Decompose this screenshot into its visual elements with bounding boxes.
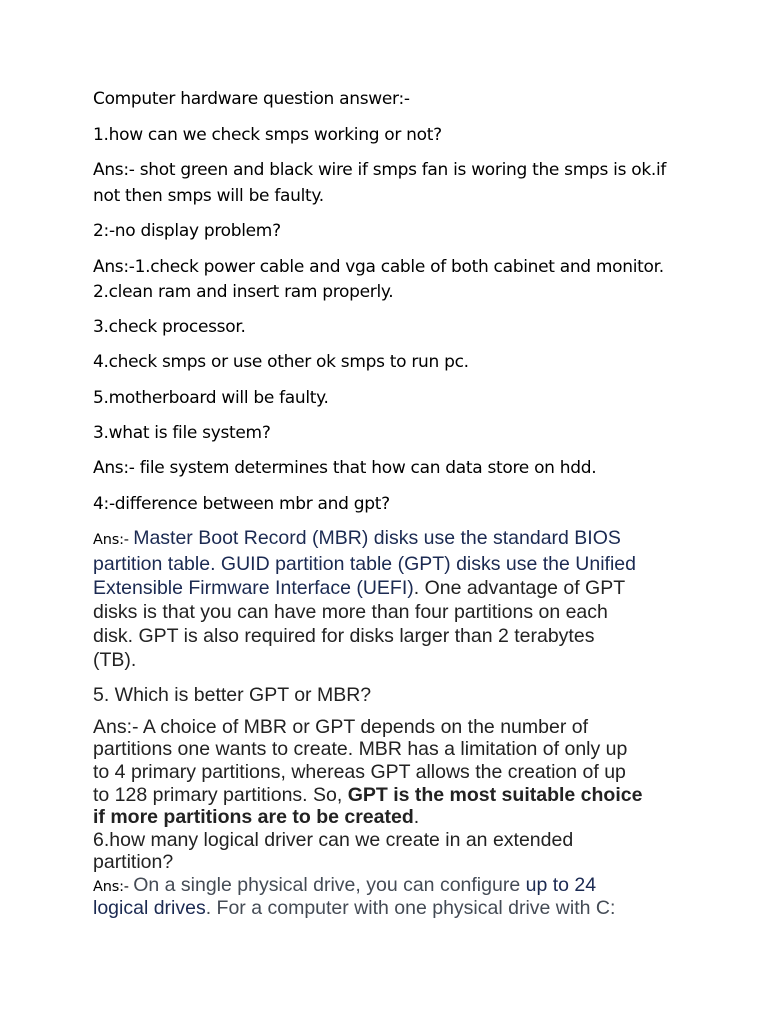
question-6-line-2: partition? — [93, 851, 174, 873]
answer-6-line-2 — [93, 897, 615, 920]
uefi-link[interactable]: Extensible Firmware Interface (UEFI) — [93, 577, 414, 599]
answer-4-line-3 — [93, 577, 625, 600]
answer-5-period: . — [413, 806, 420, 828]
answer-5-line-2: partitions one wants to create. MBR has a limitation of only up — [93, 738, 628, 760]
answer-4-line-5: disk. GPT is also required for disks larger than 2 terabytes — [93, 625, 595, 647]
answer-6-text: On a single physical drive, you can configure — [133, 874, 526, 896]
answer-2-line-2: 2.clean ram and insert ram properly. — [93, 282, 394, 302]
question-5: 5. Which is better GPT or MBR? — [93, 684, 372, 706]
question-2: 2:-no display problem? — [93, 221, 281, 241]
answer-5-bold-1: GPT is the most suitable choice — [347, 784, 643, 806]
answer-4-line-1 — [93, 527, 621, 550]
answer-2-line-1: Ans:-1.check power cable and vga cable of both cabinet and monitor. — [93, 257, 664, 277]
logical-drives-link-1[interactable]: up to 24 — [525, 874, 597, 896]
answer-2-step-5: 5.motherboard will be faulty. — [93, 388, 329, 408]
answer-1-line-2: not then smps will be faulty. — [93, 186, 324, 206]
answer-5-line-3: to 4 primary partitions, whereas GPT allows the creation of up — [93, 761, 626, 783]
answer-4-line-4: disks is that you can have more than four partitions on each — [93, 601, 608, 623]
question-3: 3.what is file system? — [93, 423, 271, 443]
answer-5-bold-2: if more partitions are to be created — [93, 806, 414, 828]
answer-6-line-2-rest: . For a computer with one physical drive with C: — [205, 897, 616, 919]
document-title: Computer hardware question answer:- — [93, 89, 410, 109]
answer-6-line-1 — [93, 874, 596, 897]
answer-4-line-2: partition table. GUID partition table (GPT) disks use the Unified — [93, 553, 636, 575]
answer-prefix: Ans:- — [93, 879, 134, 895]
answer-5-line-5 — [93, 806, 419, 829]
answer-4-text: Master Boot Record (MBR) disks use the standard BIOS — [133, 527, 621, 549]
answer-3: Ans:- file system determines that how can data store on hdd. — [93, 458, 597, 478]
answer-5-line-4-plain: to 128 primary partitions. So, — [93, 784, 348, 806]
answer-1-line-1: Ans:- shot green and black wire if smps fan is woring the smps is ok.if — [93, 160, 667, 180]
answer-5-line-4 — [93, 784, 642, 807]
answer-prefix: Ans:- — [93, 532, 134, 548]
answer-4-line-3-rest: . One advantage of GPT — [413, 577, 626, 599]
answer-4-line-6: (TB). — [93, 649, 137, 671]
question-4: 4:-difference between mbr and gpt? — [93, 494, 390, 514]
question-6-line-1: 6.how many logical driver can we create in an extended — [93, 829, 574, 851]
answer-2-step-4: 4.check smps or use other ok smps to run pc. — [93, 352, 469, 372]
question-1: 1.how can we check smps working or not? — [93, 125, 442, 145]
logical-drives-link-2[interactable]: logical drives — [93, 897, 206, 919]
answer-2-step-3: 3.check processor. — [93, 317, 246, 337]
answer-5-line-1: Ans:- A choice of MBR or GPT depends on the number of — [93, 716, 588, 738]
